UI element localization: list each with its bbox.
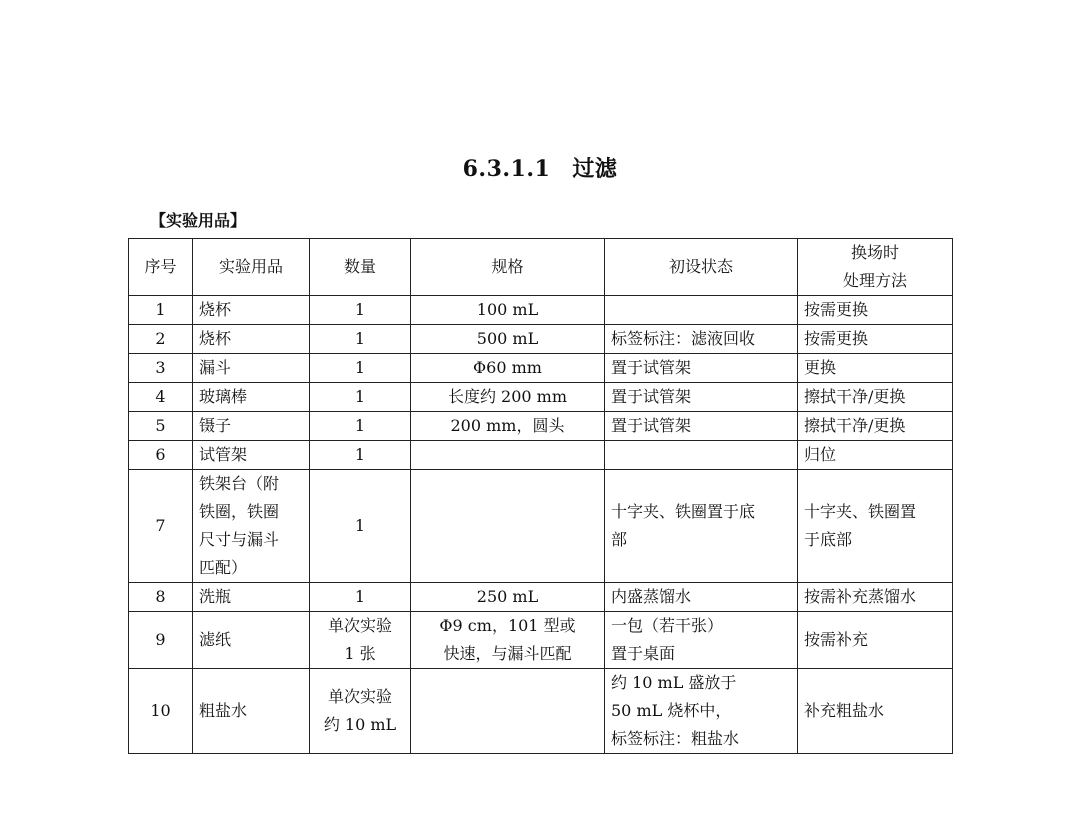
section-title: 过滤	[572, 156, 618, 182]
cell-index: 2	[129, 325, 193, 354]
cell-initial-state	[605, 296, 798, 325]
cell-spec: Φ9 cm，101 型或 快速，与漏斗匹配	[411, 612, 605, 669]
cell-item: 铁架台（附 铁圈，铁圈 尺寸与漏斗 匹配）	[193, 470, 310, 583]
cell-index: 7	[129, 470, 193, 583]
header-handling: 换场时 处理方法	[798, 239, 953, 296]
cell-index: 10	[129, 669, 193, 754]
supplies-table	[128, 238, 953, 754]
cell-index: 6	[129, 441, 193, 470]
cell-handling: 擦拭干净/更换	[798, 412, 953, 441]
cell-quantity: 1	[310, 354, 411, 383]
cell-item: 漏斗	[193, 354, 310, 383]
cell-item: 滤纸	[193, 612, 310, 669]
table-row	[129, 470, 953, 583]
cell-quantity: 1	[310, 441, 411, 470]
cell-initial-state: 十字夹、铁圈置于底 部	[605, 470, 798, 583]
cell-initial-state: 约 10 mL 盛放于 50 mL 烧杯中， 标签标注：粗盐水	[605, 669, 798, 754]
cell-quantity: 单次实验 约 10 mL	[310, 669, 411, 754]
header-index: 序号	[129, 239, 193, 296]
cell-spec: 100 mL	[411, 296, 605, 325]
cell-item: 洗瓶	[193, 583, 310, 612]
cell-item: 烧杯	[193, 296, 310, 325]
cell-handling: 归位	[798, 441, 953, 470]
section-label: 【实验用品】	[150, 211, 247, 230]
cell-index: 3	[129, 354, 193, 383]
cell-handling: 擦拭干净/更换	[798, 383, 953, 412]
cell-spec: 250 mL	[411, 583, 605, 612]
table-row	[129, 583, 953, 612]
cell-spec	[411, 669, 605, 754]
cell-handling: 更换	[798, 354, 953, 383]
table-header-row	[129, 239, 953, 296]
cell-initial-state: 内盛蒸馏水	[605, 583, 798, 612]
cell-handling: 十字夹、铁圈置 于底部	[798, 470, 953, 583]
cell-index: 8	[129, 583, 193, 612]
cell-handling: 按需补充蒸馏水	[798, 583, 953, 612]
cell-spec: 长度约 200 mm	[411, 383, 605, 412]
cell-initial-state: 标签标注：滤液回收	[605, 325, 798, 354]
cell-index: 5	[129, 412, 193, 441]
cell-spec: Φ60 mm	[411, 354, 605, 383]
cell-quantity: 1	[310, 296, 411, 325]
table-row	[129, 669, 953, 754]
cell-quantity: 1	[310, 325, 411, 354]
section-number: 6.3.1.1	[462, 156, 551, 182]
cell-initial-state: 一包（若干张） 置于桌面	[605, 612, 798, 669]
table-row	[129, 441, 953, 470]
cell-quantity: 1	[310, 583, 411, 612]
cell-initial-state: 置于试管架	[605, 354, 798, 383]
table-row	[129, 383, 953, 412]
cell-spec	[411, 470, 605, 583]
cell-handling: 按需更换	[798, 296, 953, 325]
cell-initial-state: 置于试管架	[605, 412, 798, 441]
table-row	[129, 296, 953, 325]
header-initial-state: 初设状态	[605, 239, 798, 296]
cell-initial-state: 置于试管架	[605, 383, 798, 412]
cell-handling: 按需补充	[798, 612, 953, 669]
page-title	[0, 152, 1080, 183]
cell-quantity: 1	[310, 383, 411, 412]
cell-item: 粗盐水	[193, 669, 310, 754]
table-row	[129, 412, 953, 441]
cell-index: 1	[129, 296, 193, 325]
cell-quantity: 单次实验 1 张	[310, 612, 411, 669]
header-item: 实验用品	[193, 239, 310, 296]
cell-quantity: 1	[310, 412, 411, 441]
cell-index: 9	[129, 612, 193, 669]
cell-quantity: 1	[310, 470, 411, 583]
header-spec: 规格	[411, 239, 605, 296]
cell-item: 试管架	[193, 441, 310, 470]
table-row	[129, 354, 953, 383]
cell-spec: 500 mL	[411, 325, 605, 354]
cell-item: 镊子	[193, 412, 310, 441]
cell-index: 4	[129, 383, 193, 412]
cell-handling: 按需更换	[798, 325, 953, 354]
cell-handling: 补充粗盐水	[798, 669, 953, 754]
cell-spec: 200 mm，圆头	[411, 412, 605, 441]
cell-item: 烧杯	[193, 325, 310, 354]
cell-spec	[411, 441, 605, 470]
table-row	[129, 612, 953, 669]
cell-item: 玻璃棒	[193, 383, 310, 412]
table-row	[129, 325, 953, 354]
header-quantity: 数量	[310, 239, 411, 296]
cell-initial-state	[605, 441, 798, 470]
